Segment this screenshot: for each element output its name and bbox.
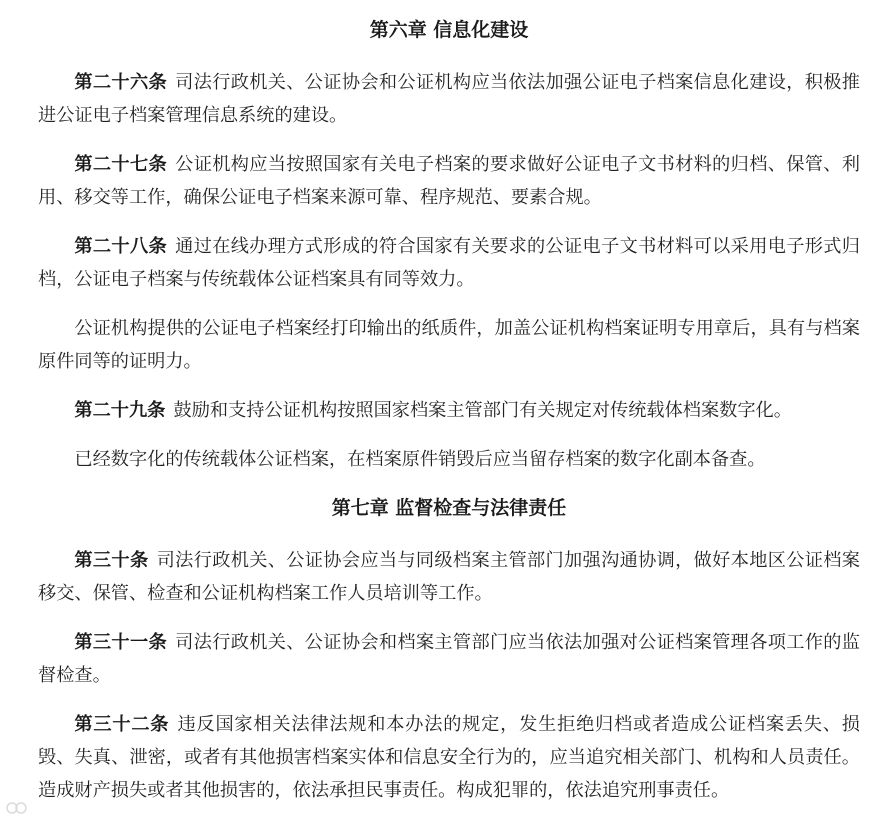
article-number: 第二十八条	[74, 236, 167, 257]
article-30	[38, 544, 860, 610]
watermark-logo-icon	[6, 800, 28, 816]
article-text: 违反国家相关法律法规和本办法的规定，发生拒绝归档或者造成公证档案丢失、损毁、失真、泄密，或者有其他损害档案实体和信息安全行为的，应当追究相关部门、机构和人员责任。造成财产损失或者其他损害的，依法承担民事责任。构成犯罪的，依法追究刑事责任。	[38, 714, 860, 801]
article-text: 通过在线办理方式形成的符合国家有关要求的公证电子文书材料可以采用电子形式归档，公证电子档案与传统载体公证档案具有同等效力。	[38, 236, 860, 290]
article-32	[38, 708, 860, 807]
article-number: 第二十六条	[74, 72, 167, 93]
article-number: 第三十二条	[74, 714, 170, 735]
article-28	[38, 230, 860, 296]
article-text: 司法行政机关、公证协会和档案主管部门应当依法加强对公证档案管理各项工作的监督检查。	[38, 632, 860, 686]
article-31	[38, 626, 860, 692]
article-29	[38, 394, 860, 427]
chapter-7-title: 第七章 监督检查与法律责任	[331, 497, 567, 519]
article-27	[38, 148, 860, 214]
article-28-paragraph-2	[38, 312, 860, 378]
article-number: 第三十条	[74, 550, 149, 571]
paragraph-text: 已经数字化的传统载体公证档案，在档案原件销毁后应当留存档案的数字化副本备查。	[74, 449, 766, 470]
article-number: 第二十七条	[74, 154, 167, 175]
article-text: 司法行政机关、公证协会应当与同级档案主管部门加强沟通协调，做好本地区公证档案移交、保管、检查和公证机构档案工作人员培训等工作。	[38, 550, 860, 604]
chapter-6-title: 第六章 信息化建设	[369, 19, 529, 41]
article-number: 第二十九条	[74, 400, 166, 421]
article-number: 第三十一条	[74, 632, 167, 653]
article-text: 司法行政机关、公证协会和公证机构应当依法加强公证电子档案信息化建设，积极推进公证电子档案管理信息系统的建设。	[38, 72, 860, 126]
paragraph-text: 公证机构提供的公证电子档案经打印输出的纸质件，加盖公证机构档案证明专用章后，具有与档案原件同等的证明力。	[38, 318, 860, 372]
article-26	[38, 66, 860, 132]
article-29-paragraph-2	[38, 443, 860, 476]
article-text: 公证机构应当按照国家有关电子档案的要求做好公证电子文书材料的归档、保管、利用、移交等工作，确保公证电子档案来源可靠、程序规范、要素合规。	[38, 154, 860, 208]
article-text: 鼓励和支持公证机构按照国家档案主管部门有关规定对传统载体档案数字化。	[173, 400, 792, 421]
